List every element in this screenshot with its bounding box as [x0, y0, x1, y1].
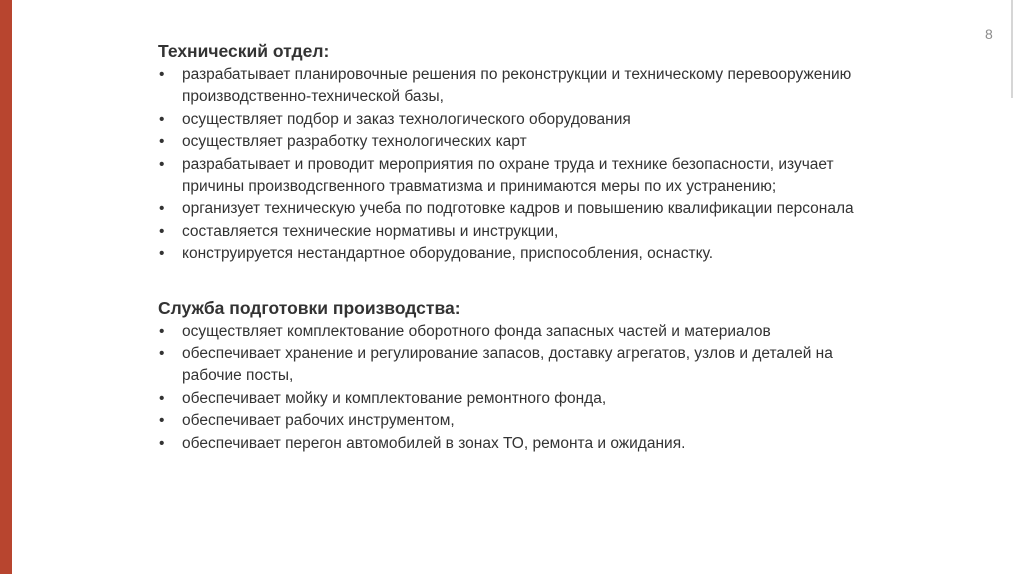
list-item-text: осуществляет подбор и заказ технологического оборудования — [182, 110, 631, 128]
list-item — [158, 64, 878, 109]
bullet-icon: • — [159, 434, 165, 452]
list-item-text: конструируется нестандартное оборудование, приспособления, оснастку. — [182, 245, 714, 263]
list-item — [158, 198, 878, 220]
bullet-list — [158, 64, 878, 266]
bullet-icon: • — [159, 389, 165, 407]
section-title: Технический отдел: — [158, 41, 330, 61]
list-item — [158, 109, 878, 131]
list-item — [158, 343, 878, 388]
list-item — [158, 388, 878, 410]
list-item-text: обеспечивает рабочих инструментом, — [182, 412, 455, 430]
bullet-icon: • — [159, 133, 165, 151]
page-number: 8 — [985, 26, 993, 42]
list-item-text: обеспечивает мойку и комплектование ремонтного фонда, — [182, 389, 607, 407]
list-item-text: составляется технические нормативы и инструкции, — [182, 222, 559, 240]
left-accent-bar — [0, 0, 12, 574]
bullet-icon: • — [159, 66, 165, 83]
list-item-text: обеспечивает хранение и регулирование запасов, доставку агрегатов, узлов и деталей на рабочие посты, — [182, 345, 833, 385]
list-item-text: обеспечивает перегон автомобилей в зонах ТО, ремонта и ожидания. — [182, 434, 686, 452]
bullet-icon: • — [159, 245, 165, 263]
list-item — [158, 221, 878, 243]
bullet-icon: • — [159, 155, 165, 173]
list-item — [158, 131, 878, 153]
right-divider-line — [1011, 0, 1013, 98]
list-item-text: осуществляет комплектование оборотного фонда запасных частей и материалов — [182, 322, 771, 340]
bullet-icon: • — [159, 200, 165, 218]
bullet-icon: • — [159, 222, 165, 240]
list-item — [158, 321, 878, 343]
list-item-text: разрабатывает и проводит мероприятия по охране труда и технике безопасности, изучает причины производсгвенного травматизма и принимаются меры по их устранению; — [182, 155, 834, 196]
bullet-list — [158, 321, 878, 455]
bullet-icon: • — [159, 322, 165, 340]
bullet-icon: • — [159, 412, 165, 430]
slide-content — [158, 39, 878, 455]
section-title: Служба подготовки производства: — [158, 297, 461, 318]
list-item — [158, 243, 878, 265]
section-production-preparation — [158, 296, 878, 455]
list-item-text: разрабатывает планировочные решения по реконструкции и техническому перевооружению производственно-технической базы, — [182, 66, 852, 106]
list-item-text: организует техническую учеба по подготовке кадров и повышению квалификации персонала — [182, 200, 854, 218]
bullet-icon: • — [159, 345, 165, 363]
list-item — [158, 154, 878, 199]
list-item — [158, 410, 878, 432]
section-technical-department — [158, 39, 878, 266]
bullet-icon: • — [159, 110, 165, 128]
list-item — [158, 433, 878, 455]
list-item-text: осуществляет разработку технологических карт — [182, 133, 527, 151]
